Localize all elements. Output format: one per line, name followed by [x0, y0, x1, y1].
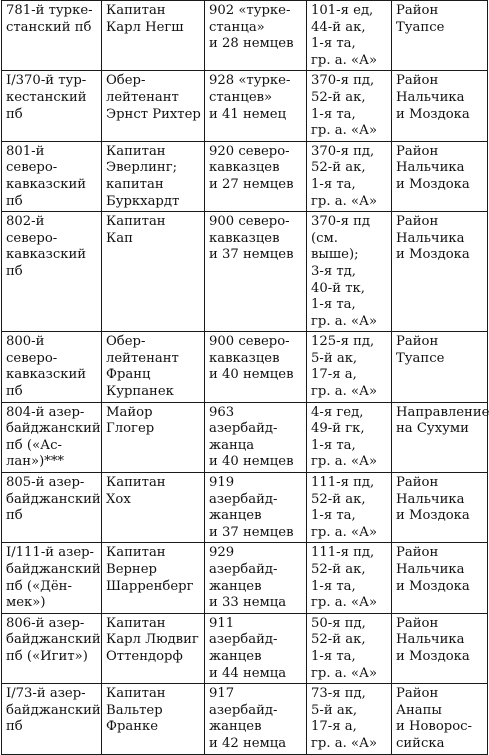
commander-cell: Капитан Хох — [102, 473, 205, 543]
battalion-cell: 801-й северо- кавказский пб — [2, 141, 102, 211]
battalion-cell: 804-й азер- байджанский пб («Ас- лан»)*** — [2, 402, 102, 472]
table-row — [2, 402, 488, 472]
strength-cell: 919 азербайд- жанцев и 37 немцев — [205, 473, 307, 543]
strength-cell: 928 «турке- станцев» и 41 немец — [205, 71, 307, 141]
strength-cell: 920 северо- кавказцев и 27 немцев — [205, 141, 307, 211]
strength-cell: 902 «турке- станца» и 28 немцев — [205, 1, 307, 71]
area-cell: Район Туапсе — [392, 1, 488, 71]
commander-cell: Обер- лейтенант Франц Курпанек — [102, 332, 205, 402]
area-cell: Район Нальчика и Моздока — [392, 543, 488, 613]
strength-cell: 900 северо- кавказцев и 37 немцев — [205, 212, 307, 332]
subordination-cell: 370-я пд, 52-й ак, 1-я та, гр. а. «А» — [307, 71, 392, 141]
battalion-cell: 800-й северо- кавказский пб — [2, 332, 102, 402]
area-cell: Район Нальчика и Моздока — [392, 473, 488, 543]
battalions-table — [1, 0, 488, 755]
table-row — [2, 141, 488, 211]
table-row — [2, 473, 488, 543]
commander-cell: Капитан Кап — [102, 212, 205, 332]
table-row — [2, 684, 488, 754]
area-cell: Район Нальчика и Моздока — [392, 613, 488, 683]
strength-cell: 929 азербайд- жанцев и 33 немца — [205, 543, 307, 613]
subordination-cell: 370-я пд, 52-й ак, 1-я та, гр. а. «А» — [307, 141, 392, 211]
strength-cell: 911 азербайд- жанцев и 44 немца — [205, 613, 307, 683]
table-row — [2, 212, 488, 332]
strength-cell: 917 азербайд- жанцев и 42 немца — [205, 684, 307, 754]
commander-cell: Капитан Эверлинг; капитан Буркхардт — [102, 141, 205, 211]
battalion-cell: 806-й азер- байджанский пб («Игит») — [2, 613, 102, 683]
subordination-cell: 50-я пд, 52-й ак, 1-я та, гр. а. «А» — [307, 613, 392, 683]
area-cell: Район Нальчика и Моздока — [392, 212, 488, 332]
subordination-cell: 73-я пд, 5-й ак, 17-я а, гр. а. «А» — [307, 684, 392, 754]
commander-cell: Капитан Вальтер Франке — [102, 684, 205, 754]
commander-cell: Майор Глогер — [102, 402, 205, 472]
battalion-cell: I/73-й азер- байджанский пб — [2, 684, 102, 754]
commander-cell: Капитан Карл Негш — [102, 1, 205, 71]
table-row — [2, 543, 488, 613]
area-cell: Район Нальчика и Моздока — [392, 141, 488, 211]
subordination-cell: 125-я пд, 5-й ак, 17-я а, гр. а. «А» — [307, 332, 392, 402]
commander-cell: Капитан Вернер Шарренберг — [102, 543, 205, 613]
subordination-cell: 111-я пд, 52-й ак, 1-я та, гр. а. «А» — [307, 543, 392, 613]
subordination-cell: 4-я гед, 49-й гк, 1-я та, гр. а. «А» — [307, 402, 392, 472]
strength-cell: 900 северо- кавказцев и 40 немцев — [205, 332, 307, 402]
battalion-cell: 805-й азер- байджанский пб — [2, 473, 102, 543]
subordination-cell: 370-я пд (см. выше); 3-я тд, 40-й тк, 1-я та, гр. а. «А» — [307, 212, 392, 332]
subordination-cell: 111-я пд, 52-й ак, 1-я та, гр. а. «А» — [307, 473, 392, 543]
area-cell: Район Туапсе — [392, 332, 488, 402]
commander-cell: Капитан Карл Людвиг Оттендорф — [102, 613, 205, 683]
area-cell: Направление на Сухуми — [392, 402, 488, 472]
battalion-cell: 781-й турке- станский пб — [2, 1, 102, 71]
commander-cell: Обер- лейтенант Эрнст Рихтер — [102, 71, 205, 141]
table-row — [2, 332, 488, 402]
battalion-cell: 802-й северо- кавказский пб — [2, 212, 102, 332]
table-row — [2, 71, 488, 141]
area-cell: Район Анапы и Новорос- сийска — [392, 684, 488, 754]
table-row — [2, 613, 488, 683]
subordination-cell: 101-я ед, 44-й ак, 1-я та, гр. а. «А» — [307, 1, 392, 71]
battalion-cell: I/111-й азер- байджанский пб («Дён- мек») — [2, 543, 102, 613]
strength-cell: 963 азербайд- жанца и 40 немцев — [205, 402, 307, 472]
area-cell: Район Нальчика и Моздока — [392, 71, 488, 141]
table-body — [2, 1, 488, 755]
table-row — [2, 1, 488, 71]
battalion-cell: I/370-й тур- кестанский пб — [2, 71, 102, 141]
